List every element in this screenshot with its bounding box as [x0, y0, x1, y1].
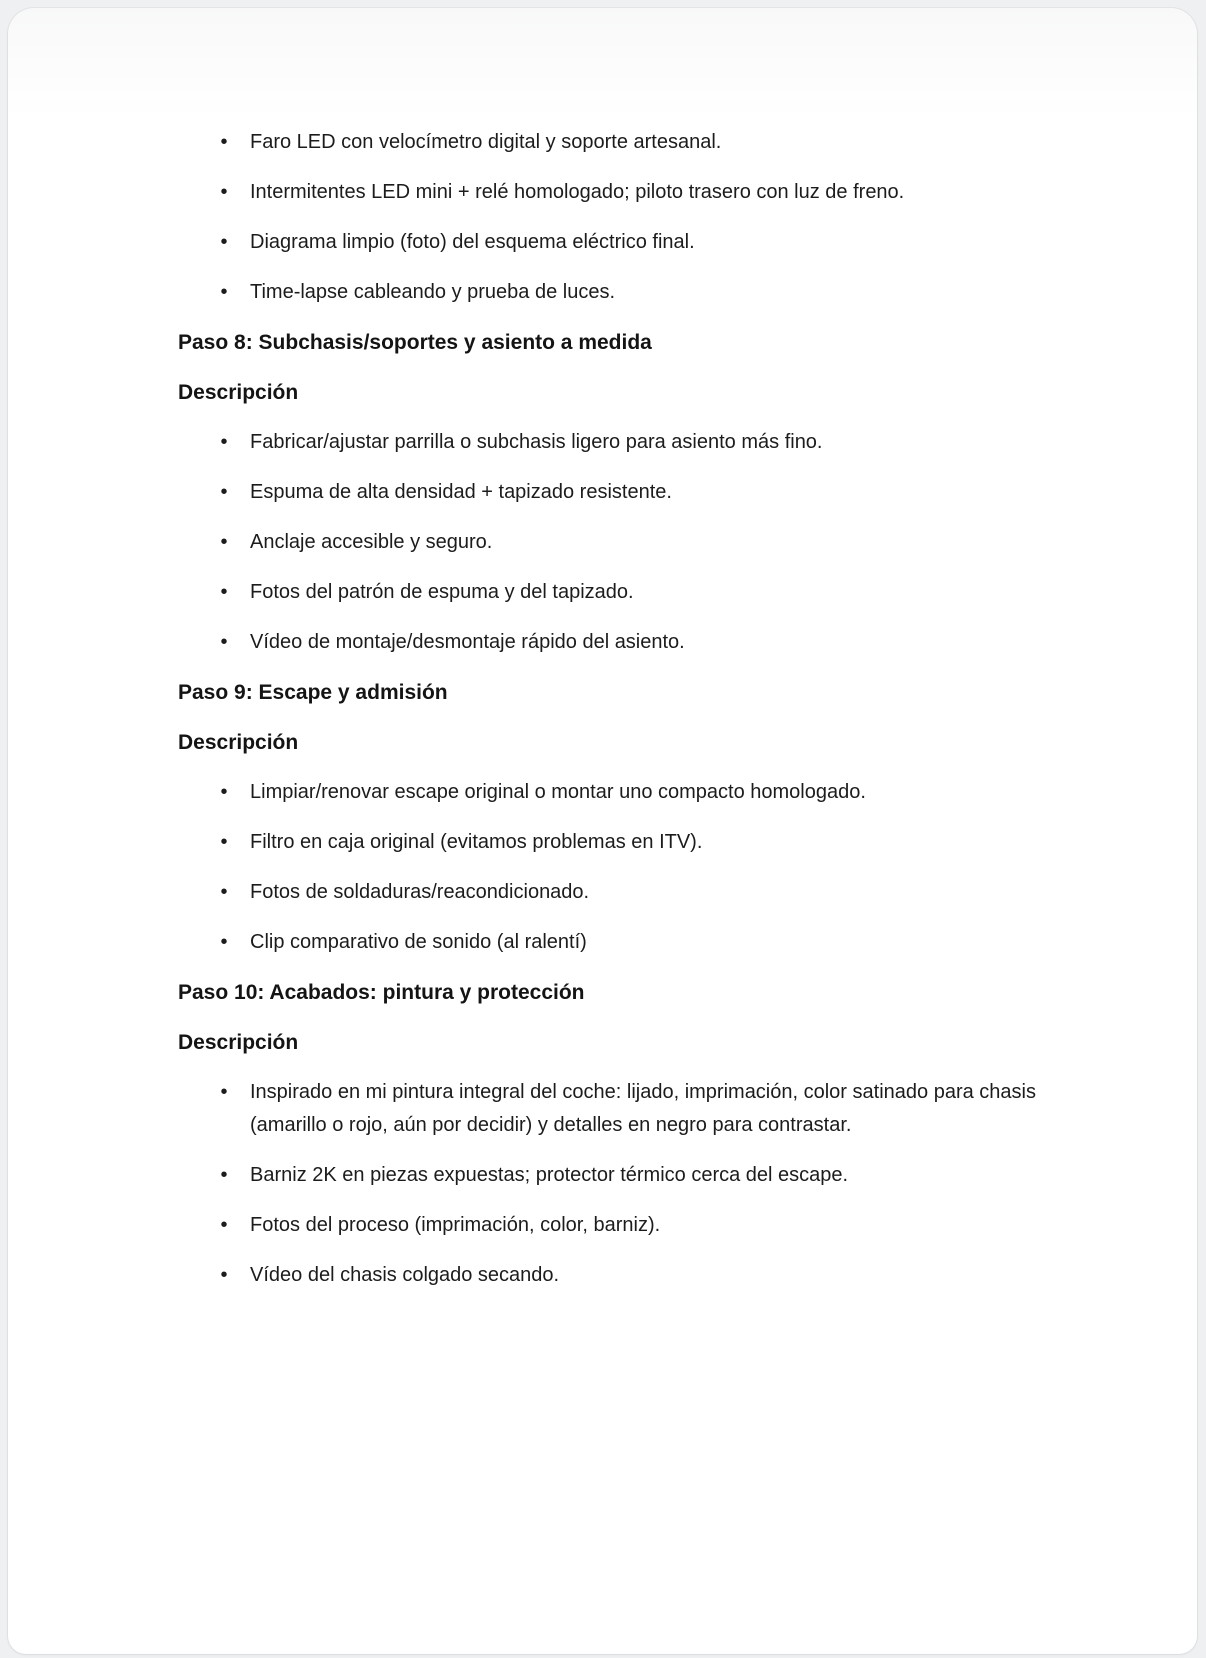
step-heading: Paso 9: Escape y admisión — [178, 681, 448, 704]
bullet-dot-icon: • — [220, 631, 228, 653]
bullet-list — [178, 776, 1038, 959]
bullet-item — [178, 476, 1038, 509]
bullet-text: Fotos de soldaduras/reacondicionado. — [250, 881, 590, 903]
description-subheading: Descripción — [178, 381, 299, 404]
bullet-item — [178, 826, 1038, 859]
bullet-item — [178, 926, 1038, 959]
bullet-dot-icon: • — [220, 131, 228, 153]
bullet-dot-icon: • — [220, 231, 228, 253]
bullet-list — [178, 1076, 1038, 1292]
bullet-item — [178, 1259, 1038, 1292]
bullet-dot-icon: • — [220, 781, 228, 803]
bullet-dot-icon: • — [220, 831, 228, 853]
bullet-item — [178, 1076, 1038, 1142]
bullet-dot-icon: • — [220, 181, 228, 203]
document-content — [178, 126, 1038, 1309]
bullet-item — [178, 1159, 1038, 1192]
bullet-item — [178, 576, 1038, 609]
description-subheading: Descripción — [178, 731, 299, 754]
bullet-text: Fotos del patrón de espuma y del tapizado. — [250, 581, 634, 603]
bullet-text: Faro LED con velocímetro digital y soporte artesanal. — [250, 131, 722, 153]
bullet-list — [178, 126, 1038, 309]
bullet-dot-icon: • — [220, 481, 228, 503]
bullet-text: Inspirado en mi pintura integral del coche: lijado, imprimación, color satinado para chasis (amarillo o rojo, aún por decidir) y detalles en negro para contrastar. — [250, 1081, 1036, 1136]
bullet-item — [178, 876, 1038, 909]
bullet-item — [178, 276, 1038, 309]
document-card — [8, 8, 1197, 1654]
bullet-dot-icon: • — [220, 281, 228, 303]
bullet-text: Fotos del proceso (imprimación, color, barniz). — [250, 1214, 661, 1236]
bullet-list — [178, 426, 1038, 659]
bullet-item — [178, 1209, 1038, 1242]
bullet-text: Anclaje accesible y seguro. — [250, 531, 493, 553]
bullet-text: Intermitentes LED mini + relé homologado; piloto trasero con luz de freno. — [250, 181, 905, 203]
bullet-dot-icon: • — [220, 931, 228, 953]
bullet-item — [178, 776, 1038, 809]
bullet-item — [178, 526, 1038, 559]
bullet-text: Vídeo de montaje/desmontaje rápido del asiento. — [250, 631, 685, 653]
bullet-text: Espuma de alta densidad + tapizado resistente. — [250, 481, 672, 503]
bullet-dot-icon: • — [220, 1264, 228, 1286]
bullet-dot-icon: • — [220, 581, 228, 603]
step-heading: Paso 10: Acabados: pintura y protección — [178, 981, 585, 1004]
bullet-item — [178, 626, 1038, 659]
bullet-text: Vídeo del chasis colgado secando. — [250, 1264, 560, 1286]
bullet-dot-icon: • — [220, 1164, 228, 1186]
bullet-item — [178, 176, 1038, 209]
bullet-dot-icon: • — [220, 881, 228, 903]
bullet-item — [178, 126, 1038, 159]
bullet-text: Barniz 2K en piezas expuestas; protector térmico cerca del escape. — [250, 1164, 849, 1186]
bullet-text: Time-lapse cableando y prueba de luces. — [250, 281, 616, 303]
bullet-item — [178, 226, 1038, 259]
bullet-dot-icon: • — [220, 531, 228, 553]
bullet-text: Limpiar/renovar escape original o montar uno compacto homologado. — [250, 781, 866, 803]
description-subheading: Descripción — [178, 1031, 299, 1054]
bullet-text: Fabricar/ajustar parrilla o subchasis ligero para asiento más fino. — [250, 431, 823, 453]
bullet-text: Diagrama limpio (foto) del esquema eléctrico final. — [250, 231, 695, 253]
bullet-text: Filtro en caja original (evitamos problemas en ITV). — [250, 831, 703, 853]
bullet-dot-icon: • — [220, 431, 228, 453]
bullet-text: Clip comparativo de sonido (al ralentí) — [250, 931, 587, 953]
bullet-dot-icon: • — [220, 1214, 228, 1236]
step-heading: Paso 8: Subchasis/soportes y asiento a medida — [178, 331, 652, 354]
bullet-item — [178, 426, 1038, 459]
bullet-dot-icon: • — [220, 1081, 228, 1103]
